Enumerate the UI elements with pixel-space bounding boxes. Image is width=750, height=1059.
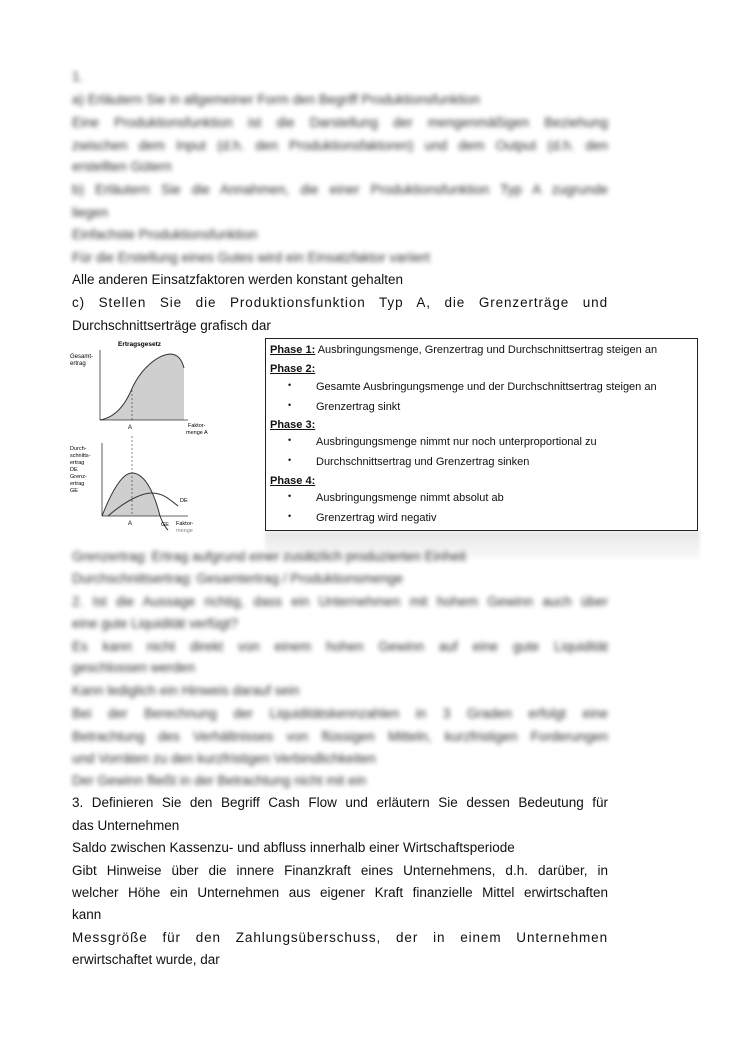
bottom-y-label: schnitts- [70,453,91,459]
answer-line: erwirtschaftet wurde, dar [72,952,220,967]
answer-line: Saldo zwischen Kassenzu- und abfluss innerhalb einer Wirtschaftsperiode [72,840,515,855]
answer-line: Gibt Hinweise über die innere Finanzkraft eines Unternehmens, d.h. darüber, in [72,863,608,878]
bottom-y-label: Grenz- [70,474,87,480]
answer-line: erstellten Gütern [72,159,172,174]
answer-line: kann [72,907,102,922]
x-label-menge: menge A [186,430,208,436]
answer-line: Alle anderen Einsatzfaktoren werden konstant gehalten [72,272,403,287]
phase-1-title: Phase 1: [270,344,316,356]
question-1a: a) Erläutern Sie in allgemeiner Form den Begriff Produktionsfunktion [72,92,480,107]
bullet-icon: • [288,400,292,410]
figure-title: Ertragsgesetz [118,341,161,348]
question-1c-cont: Durchschnittserträge grafisch dar [72,318,271,333]
question-2: 2. Ist die Aussage richtig, dass ein Unternehmen mit hohem Gewinn auch über [72,594,608,609]
bottom-y-label: DE [70,467,78,473]
answer-line: Bei der Berechnung der Liquiditätskennzahlen in 3 Graden erfolgt eine [72,706,608,721]
phase-4-title: Phase 4: [270,475,316,487]
answer-line: welcher Höhe ein Unternehmen aus eigener Kraft finanzielle Mittel erwirtschaften [72,885,608,900]
answer-line: Grenzertrag: Ertrag aufgrund einer zusätzlich produzierten Einheit [72,549,466,564]
answer-line: zwischen dem Input (d.h. den Produktionsfaktoren) und dem Output (d.h. den [72,138,608,153]
ertragsgesetz-figure [68,338,238,538]
bottom-y-label: GE [70,488,78,494]
question-1c: c) Stellen Sie die Produktionsfunktion Typ A, die Grenzerträge und [72,295,608,310]
a0-label-bottom: A [128,521,133,527]
bottom-x-label-menge: menge [176,528,193,534]
question-3: 3. Definieren Sie den Begriff Cash Flow und erläutern Sie dessen Bedeutung für [72,795,608,810]
answer-line: Der Gewinn fließt in der Betrachtung nicht mit ein [72,773,367,788]
phase-1-text: Ausbringungsmenge, Grenzertrag und Durchschnittsertrag steigen an [317,344,658,356]
answer-line: Kann lediglich ein Hinweis darauf sein [72,683,300,698]
phase-1 [270,344,657,356]
bullet-icon: • [288,511,292,521]
bottom-y-label: ertrag [70,481,85,487]
question-3-cont: das Unternehmen [72,818,180,833]
question-2-cont: eine gute Liquidität verfügt? [72,616,238,631]
y-label-ertrag: ertrag [70,361,86,367]
answer-line: Eine Produktionsfunktion ist die Darstellung der mengenmäßigen Beziehung [72,115,608,130]
answer-line: Messgröße für den Zahlungsüberschuss, der in einem Unternehmen [72,930,608,945]
answer-line: und Vorräten zu den kurzfristigen Verbindlichkeiten [72,751,376,766]
ge-label: GE [161,522,169,528]
answer-line: Betrachtung des Verhältnisses von flüssigen Mitteln, kurzfristigen Forderungen [72,729,608,744]
total-output-area [100,354,184,420]
bullet-icon: • [288,435,292,445]
de-label: DE [180,498,188,504]
phase-box: Phase 1: Ausbringungsmenge, Grenzertrag und Durchschnittsertrag steigen an Phase 2: • Gesamte Ausbringungsmenge und der Durchschnittsertrag steigen an • Grenzertrag sinkt Phase 3: • Ausbringungsmenge nimmt nur noch unterproportional zu • Durchschnittsertrag und Grenzertrag sinken Phase 4: • Ausbringungsmenge nimmt absolut ab • Grenzertrag wird negativ [265,338,698,531]
question-1b-cont: liegen [72,205,109,220]
bullet-icon: • [288,380,292,390]
bullet-icon: • [288,491,292,501]
answer-line: Durchschnittsertrag: Gesamtertrag / Produktionsmenge [72,571,403,586]
marginal-output-area [102,473,160,516]
answer-line: Einfachste Produktionsfunktion [72,227,258,242]
question-number: 1. [72,69,84,84]
bottom-y-label: ertrag [70,460,85,466]
answer-line: Für die Erstellung eines Gutes wird ein Einsatzfaktor variiert [72,250,430,265]
answer-line: Es kann nicht direkt von einem hohen Gewinn auf eine gute Liquidität [72,639,608,654]
bottom-y-labels [70,446,91,494]
x-label-faktor: Faktor- [188,423,206,429]
y-label-gesamt: Gesamt- [70,354,94,360]
phase-3-title: Phase 3: [270,419,316,431]
answer-line: geschlossen werden [72,660,196,675]
question-1b: b) Erläutern Sie die Annahmen, die einer Produktionsfunktion Typ A zugrunde [72,182,608,197]
bullet-icon: • [288,455,292,465]
phase-2-title: Phase 2: [270,363,316,375]
bottom-x-label-faktor: Faktor- [176,521,194,527]
bottom-y-label: Durch- [70,446,87,452]
a0-label: A [128,425,133,431]
